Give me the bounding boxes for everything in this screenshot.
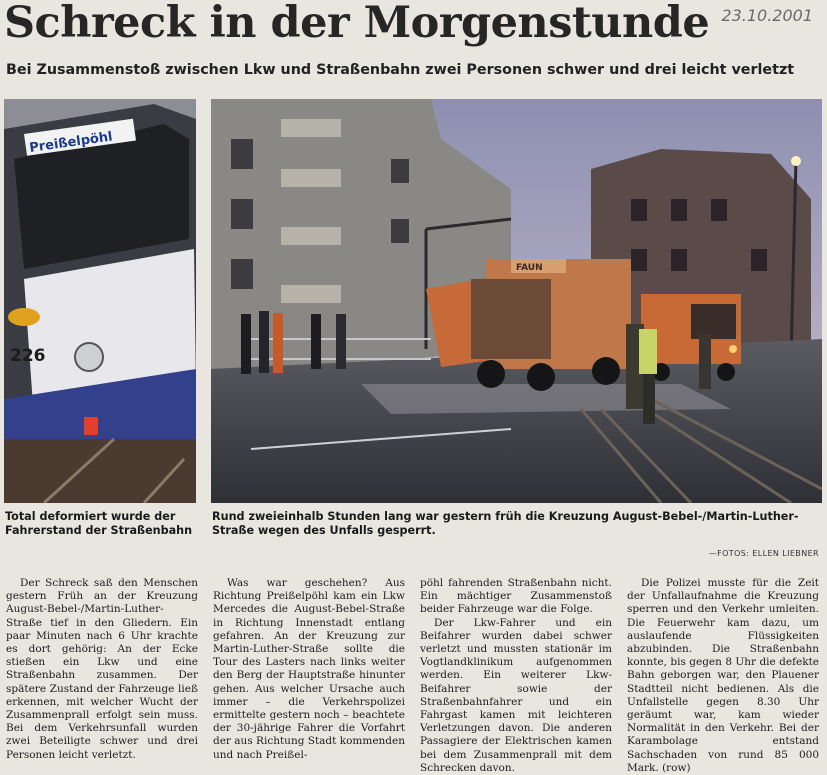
paragraph: Die Polizei musste für die Zeit der Unfallaufnahme die Kreuzung sperren und den Verkehr umleiten. Die Feuerwehr kam dazu, um auslaufende Flüssigkeiten abzubinden. Die Straßenbahn konnte, bis gegen 8 Uhr die defekte Bahn geborgen war, den Plauener Stadtteil nicht bedienen. Als die Unfallstelle gegen 8.30 Uhr geräumt war, kam wieder Normalität in den Verkehr. Bei der Karambolage entstand Sachschaden von rund 85 000 Mark. (row) (627, 577, 819, 774)
subheadline: Bei Zusammenstoß zwischen Lkw und Straßenbahn zwei Personen schwer und drei leicht verletzt (6, 62, 795, 78)
tram-sign-text: Preißelpöhl (28, 129, 114, 156)
headline: Schreck in der Morgenstunde (4, 0, 710, 48)
intersection-photo-graphic (211, 99, 822, 503)
body-column-3 (420, 577, 612, 775)
tram-photo (4, 99, 196, 503)
left-photo-caption: Total deformiert wurde der Fahrerstand der Straßenbahn (5, 510, 193, 537)
handwritten-date: 23.10.2001 (721, 6, 813, 25)
tram-number-text: 226 (10, 346, 46, 366)
body-column-4 (627, 577, 819, 775)
main-photo-caption: Rund zweieinhalb Stunden lang war gestern früh die Kreuzung August-Bebel-/Martin-Luther-Straße wegen des Unfalls gesperrt. (212, 510, 799, 537)
tram-photo-graphic (4, 99, 196, 503)
body-column-2 (213, 577, 405, 762)
paragraph: Der Schreck saß den Menschen gestern Früh an der Kreuzung August-Bebel-/Martin-Luther-Straße tief in den Gliedern. Ein paar Minuten nach 6 Uhr krachte es dort gehörig: An der Ecke stießen ein Lkw und eine Straßenbahn zusammen. Der spätere Zustand der Fahrzeuge ließ erkennen, mit welcher Wucht der Zusammenprall erfolgt sein muss. Bei dem Verkehrsunfall wurden zwei Beteiligte schwer und drei Personen leicht verletzt. (6, 577, 198, 761)
paragraph: Was war geschehen? Aus Richtung Preißelpöhl kam ein Lkw Mercedes die August-Bebel-Straße in Richtung Innenstadt entlang gefahren. An der Kreuzung zur Martin-Luther-Straße sollte die Tour des Lasters nach links weiter den Berg der Hauptstraße hinunter gehen. Aus welcher Ursache auch immer – die Verkehrspolizei ermittelte gestern noch – beachtete der 30-jährige Fahrer die Vorfahrt der aus Richtung Stadt kommenden und nach Preißel- (213, 577, 405, 761)
body-column-1 (6, 577, 198, 762)
paragraph: pöhl fahrenden Straßenbahn nicht. Ein mächtiger Zusammenstoß beider Fahrzeuge war die Folge. (420, 577, 612, 616)
truck-brand-text: FAUN (516, 263, 543, 273)
paragraph: Der Lkw-Fahrer und ein Beifahrer wurden dabei schwer verletzt und mussten stationär im Vogtlandklinikum aufgenommen werden. Ein weiterer Lkw-Beifahrer sowie der Straßenbahnfahrer und ein Fahrgast kamen mit leichteren Verletzungen davon. Die anderen Passagiere der Elektrischen kamen bei dem Zusammenprall mit dem Schrecken davon. (420, 616, 612, 774)
intersection-photo (211, 99, 822, 503)
photo-credit: —FOTOS: ELLEN LIEBNER (708, 549, 819, 558)
